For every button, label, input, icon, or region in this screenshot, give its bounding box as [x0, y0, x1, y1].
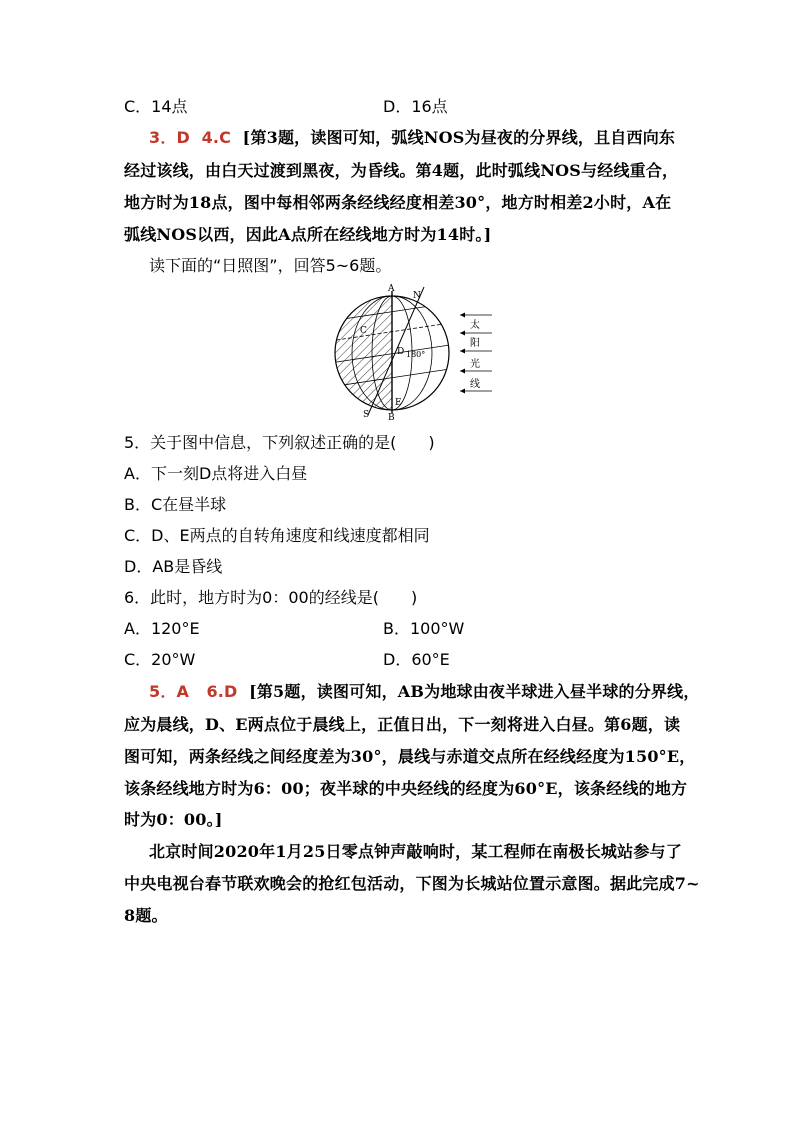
q2-option-c: C．14点 [124, 97, 188, 116]
q6-option-d: D．60°E [383, 650, 450, 669]
q5-option-a: A．下一刻D点将进入白昼 [124, 464, 308, 483]
label-180: 180° [406, 350, 426, 359]
sunlight-diagram [320, 283, 510, 421]
answer-5-6-line-4: 该条经线地方时为6：00；夜半球的中央经线的经度为60°E，该条经线的地方 [124, 779, 688, 798]
answer-3-4-line-2: 经过该线，由白天过渡到黑夜，为昏线。第4题，此时弧线NOS与经线重合， [124, 161, 679, 180]
sun-char-3: 光 [470, 359, 480, 370]
q6-option-a: A．120°E [124, 619, 200, 638]
sun-char-2: 阳 [470, 338, 480, 349]
intro-5-6: 读下面的“日照图”，回答5~6题。 [149, 256, 392, 275]
q2-option-d: D．16点 [383, 97, 448, 116]
answer-3-label: 3．D [149, 128, 191, 147]
answer-5-6-line-2: 应为晨线，D、E两点位于晨线上，正值日出，下一刻将进入白昼。第6题，读 [124, 715, 681, 734]
label-n: N [413, 291, 421, 301]
answer-5-6-line-3: 图可知，两条经线之间经度差为30°，晨线与赤道交点所在经线经度为150°E， [124, 747, 696, 766]
intro-7-8-line-3: 8题。 [124, 906, 168, 925]
label-d: D [397, 347, 405, 357]
night-hemisphere [334, 293, 392, 413]
label-e: E [395, 398, 402, 408]
answer-5-6-line-5: 时为0：00。] [124, 810, 223, 829]
answer-5-6-line-1: 5．A 6.D [第5题，读图可知，AB为地球由夜半球进入昼半球的分界线， [149, 682, 700, 701]
label-b: B [388, 413, 395, 421]
intro-7-8-line-1: 北京时间2020年1月25日零点钟声敲响时，某工程师在南极长城站参与了 [149, 842, 682, 861]
q6-stem: 6．此时，地方时为0：00的经线是( ) [124, 588, 418, 607]
q6-option-c: C．20°W [124, 650, 196, 669]
label-a: A [388, 284, 395, 294]
answer-6-label: 6.D [206, 682, 238, 701]
intro-7-8-line-2: 中央电视台春节联欢晚会的抢红包活动，下图为长城站位置示意图。据此完成7~ [124, 874, 700, 893]
sun-char-4: 线 [470, 379, 480, 390]
sun-char-1: 太 [470, 320, 480, 331]
label-c: C [360, 326, 367, 336]
q5-option-b: B．C在昼半球 [124, 495, 227, 514]
answer-3-4-line-4: 弧线NOS以西，因此A点所在经线地方时为14时。] [124, 225, 492, 244]
answer-4-label: 4.C [201, 128, 232, 147]
answer-5-label: 5．A [149, 682, 190, 701]
answer-3-4-line-1: 3．D 4.C [第3题，读图可知，弧线NOS为昼夜的分界线，且自西向东 [149, 128, 676, 147]
label-s: S [363, 410, 370, 420]
q5-option-d: D．AB是昏线 [124, 557, 223, 576]
q6-option-b: B．100°W [383, 619, 465, 638]
q5-option-c: C．D、E两点的自转角速度和线速度都相同 [124, 526, 430, 545]
q5-stem: 5．关于图中信息，下列叙述正确的是( ) [124, 433, 435, 452]
answer-3-4-line-3: 地方时为18点，图中每相邻两条经线经度相差30°，地方时相差2小时，A在 [124, 193, 672, 212]
